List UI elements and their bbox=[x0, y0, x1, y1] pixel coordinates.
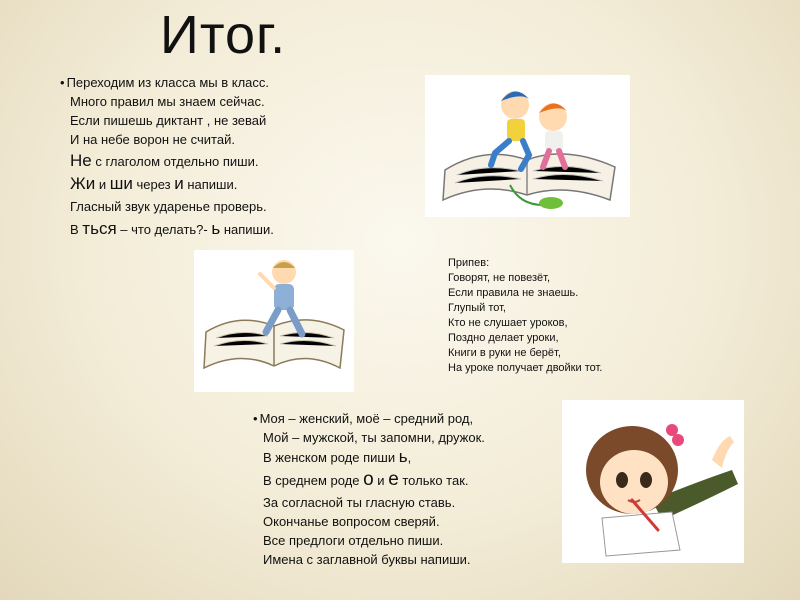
emphasis: ться bbox=[82, 219, 117, 238]
emphasis: о bbox=[363, 469, 374, 490]
chorus-line: Глупый тот, bbox=[448, 302, 506, 314]
verse-2 bbox=[259, 409, 485, 569]
verse-text: с глаголом отдельно пиши. bbox=[91, 154, 259, 169]
emphasis: и bbox=[174, 174, 184, 193]
verse-text: , bbox=[407, 450, 412, 465]
verse-text: только так. bbox=[398, 473, 469, 488]
emphasis: Жи bbox=[70, 174, 96, 193]
verse-1-line: Гласный звук ударенье проверь. bbox=[70, 199, 267, 214]
verse-2-line: За согласной ты гласную ставь. bbox=[263, 495, 456, 510]
verse-2-line bbox=[263, 470, 485, 490]
verse-2-line: Все предлоги отдельно пиши. bbox=[263, 533, 444, 548]
chorus-line: Книги в руки не берёт, bbox=[448, 347, 561, 359]
chorus-line: На уроке получает двойки тот. bbox=[448, 362, 603, 374]
verse-text: и bbox=[95, 177, 110, 192]
slide-title: Итог. bbox=[160, 5, 287, 65]
verse-1-line bbox=[70, 174, 274, 194]
boy-on-book-illustration bbox=[194, 250, 354, 392]
verse-text: напиши. bbox=[220, 222, 274, 237]
verse-text: через bbox=[132, 177, 175, 192]
emphasis: ь bbox=[398, 447, 408, 466]
verse-text: В женском роде пиши bbox=[263, 450, 399, 465]
emphasis: ши bbox=[109, 174, 133, 193]
verse-1-line bbox=[70, 151, 274, 171]
verse-1-line: И на небе ворон не считай. bbox=[70, 132, 235, 147]
emphasis: Не bbox=[70, 151, 92, 170]
verse-2-line: Мой – мужской, ты запомни, дружок. bbox=[263, 430, 485, 445]
verse-1-line: Если пишешь диктант , не зевай bbox=[70, 113, 267, 128]
verse-2-line: Окончанье вопросом сверяй. bbox=[263, 514, 440, 529]
emphasis: е bbox=[388, 469, 399, 490]
verse-1-line bbox=[70, 219, 274, 239]
verse-text: напиши. bbox=[183, 177, 238, 192]
children-on-book-illustration bbox=[425, 75, 630, 217]
chorus-line: Поздно делает уроки, bbox=[448, 332, 559, 344]
verse-text: и bbox=[373, 473, 389, 488]
verse-1-line: Много правил мы знаем сейчас. bbox=[70, 94, 265, 109]
verse-text: В среднем роде bbox=[263, 473, 364, 488]
verse-2-line: • Моя – женский, моё – средний род, bbox=[263, 409, 485, 428]
girl-writing-illustration bbox=[562, 400, 744, 563]
chorus bbox=[448, 256, 602, 376]
chorus-line: Припев: bbox=[448, 257, 490, 269]
verse-1 bbox=[66, 73, 274, 239]
verse-2-line bbox=[263, 447, 485, 467]
chorus-line: Если правила не знаешь. bbox=[448, 287, 579, 299]
verse-2-line: Имена с заглавной буквы напиши. bbox=[263, 552, 471, 567]
emphasis: ь bbox=[211, 219, 221, 238]
verse-text: – что делать?- bbox=[116, 222, 212, 237]
verse-1-line: • Переходим из класса мы в класс. bbox=[70, 73, 274, 92]
chorus-line: Кто не слушает уроков, bbox=[448, 317, 568, 329]
verse-text: В bbox=[70, 222, 83, 237]
chorus-line: Говорят, не повезёт, bbox=[448, 272, 551, 284]
